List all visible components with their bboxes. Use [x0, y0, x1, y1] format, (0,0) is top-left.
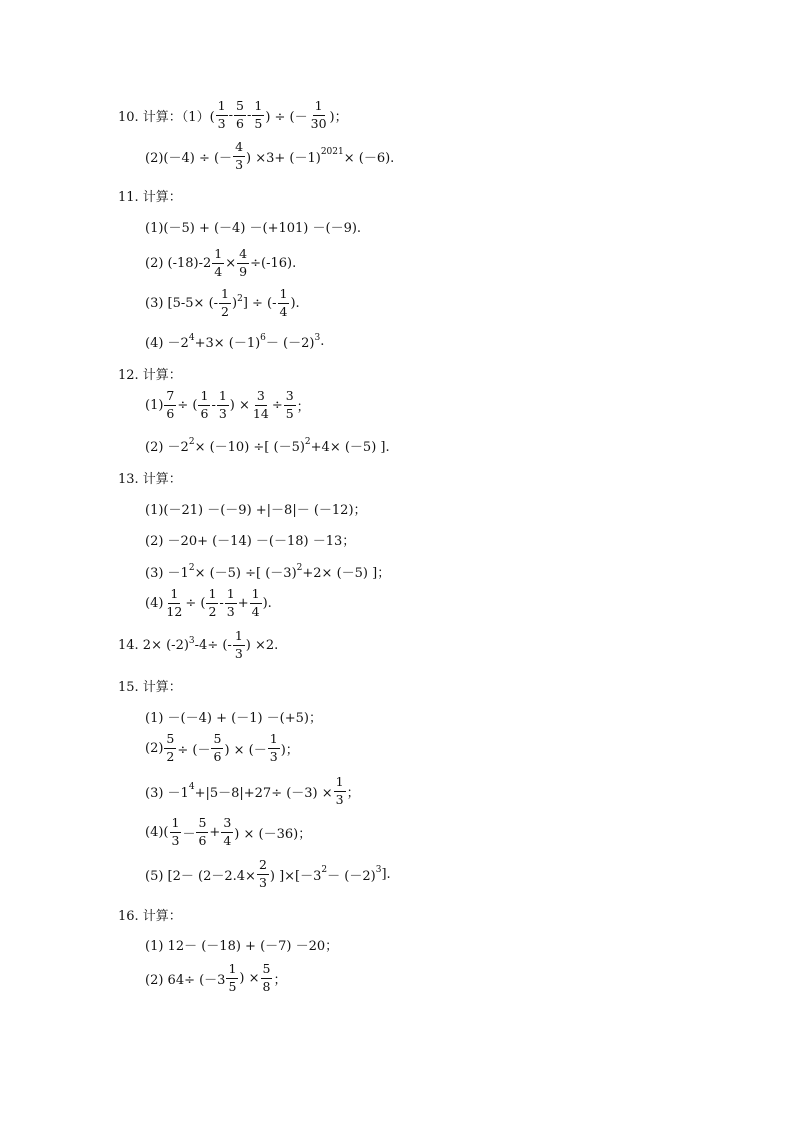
problem-15-item-4: (4)( $\frac{1}{3}$ － $\frac{5}{6}$ + $\frac{3}{4}$ ) × (－36)；: [145, 815, 312, 848]
fraction: $\frac{1}{2}$: [208, 586, 217, 619]
problem-11-heading: 11. 计算：: [118, 190, 182, 205]
fraction: $\frac{7}{6}$: [166, 388, 175, 421]
problem-16-item-2: (2) 64÷ (－3 $\frac{1}{5}$ ) × $\frac{5}{8}$ ；: [145, 961, 287, 994]
problem-15-item-3: (3) －1 $^4$ +|5－8|+27÷ (－3) × $\frac{1}{3}$ ；: [145, 774, 360, 807]
problem-13-item-4: (4) $\frac{1}{12}$ ÷ ( $\frac{1}{2}$ - $\frac{1}{3}$ + $\frac{1}{4}$ ).: [145, 586, 272, 619]
problem-11-item-3: (3) [5-5× (- $\frac{1}{2}$ ) $^2$ ] ÷ (- $\frac{1}{4}$ ).: [145, 286, 300, 319]
fraction: $\frac{1}{3}$: [218, 388, 227, 421]
fraction: $\frac{1}{12}$: [166, 586, 183, 619]
fraction: $\frac{1}{5}$: [228, 961, 237, 994]
fraction: $\frac{1}{6}$: [200, 388, 209, 421]
problem-13-item-1: (1)(－21) －(－9) +|－8|－ (－12)；: [145, 503, 367, 518]
fraction: $\frac{1}{3}$: [217, 98, 226, 131]
problem-15-item-5: (5) [2－ (2－2.4× $\frac{2}{3}$ ) ]×[－3 $^2$ － (－2) $^3$ ].: [145, 857, 391, 890]
problem-16-item-1: (1) 12－ (－18) + (－7) －20；: [145, 939, 339, 954]
problem-15-item-2: (2) $\frac{5}{2}$ ÷ (－ $\frac{5}{6}$ ) × (－ $\frac{1}{3}$ )；: [145, 731, 299, 764]
problem-12-heading: 12. 计算：: [118, 368, 182, 383]
problem-13-heading: 13. 计算：: [118, 472, 182, 487]
problem-10-heading: 10. 计算：（1）(: [118, 109, 215, 125]
problem-16-heading: 16. 计算：: [118, 909, 182, 924]
fraction: $\frac{3}{14}$: [252, 388, 269, 421]
fraction: $\frac{5}{6}$: [198, 815, 207, 848]
fraction: $\frac{5}{6}$: [236, 98, 244, 131]
fraction: $\frac{5}{2}$: [166, 731, 175, 764]
problem-11-item-2: (2) (-18)-2 $\frac{1}{4}$ × $\frac{4}{9}$ ÷(-16).: [145, 246, 297, 279]
problem-13-item-2: (2) －20+ (－14) －(－18) －13；: [145, 534, 356, 549]
fraction: $\frac{4}{3}$: [235, 139, 244, 172]
problem-15-item-1: (1) －(－4) + (－1) －(+5)；: [145, 711, 322, 726]
fraction: $\frac{2}{3}$: [258, 857, 267, 890]
fraction: $\frac{1}{4}$: [214, 246, 223, 279]
problem-15-heading: 15. 计算：: [118, 680, 182, 695]
problem-12-item-1: (1) $\frac{7}{6}$ ÷ ( $\frac{1}{6}$ - $\frac{1}{3}$ ) × $\frac{3}{14}$ ÷ $\frac{3}{5}$ ；: [145, 388, 310, 421]
fraction: $\frac{1}{30}$: [310, 98, 327, 131]
fraction: $\frac{5}{6}$: [213, 731, 222, 764]
exponent: 2021: [320, 147, 344, 157]
fraction: $\frac{1}{3}$: [335, 774, 344, 807]
fraction: $\frac{5}{8}$: [262, 961, 271, 994]
problem-10-line-2: (2)(－4) ÷ (－ $\frac{4}{3}$ ) ×3+ (－1) $^{2021}$ × (－6).: [145, 139, 395, 172]
fraction: $\frac{1}{3}$: [234, 628, 243, 661]
fraction: $\frac{3}{4}$: [223, 815, 232, 848]
fraction: $\frac{4}{9}$: [239, 246, 248, 279]
problem-11-item-1: (1)(－5) + (－4) －(+101) －(－9).: [145, 221, 362, 236]
fraction: $\frac{1}{4}$: [279, 286, 288, 319]
problem-12-item-2: (2) －2 $^2$ × (－10) ÷[ (－5) $^2$ +4× (－5) ].: [145, 436, 390, 455]
fraction: $\frac{1}{4}$: [251, 586, 260, 619]
fraction: $\frac{1}{3}$: [171, 815, 180, 848]
fraction: $\frac{3}{5}$: [285, 388, 294, 421]
fraction: $\frac{1}{3}$: [226, 586, 235, 619]
fraction: $\frac{1}{3}$: [269, 731, 278, 764]
problem-14: 14. 2× (-2) $^3$ -4÷ (- $\frac{1}{3}$ ) ×2.: [118, 628, 279, 661]
fraction: $\frac{1}{2}$: [221, 286, 229, 319]
fraction: $\frac{1}{5}$: [254, 98, 263, 131]
problem-13-item-3: (3) －1 $^2$ × (－5) ÷[ (－3) $^2$ +2× (－5) ]；: [145, 562, 391, 581]
problem-11-item-4: (4) －2 $^4$ +3× (－1) $^6$ － (－2) $^3$ .: [145, 332, 325, 351]
problem-10-line-1: 10. 计算：（1）( $\frac{1}{3}$ - $\frac{5}{6}$ - $\frac{1}{5}$ ) ÷ (－ $\frac{1}{30}$ )；: [118, 98, 348, 131]
